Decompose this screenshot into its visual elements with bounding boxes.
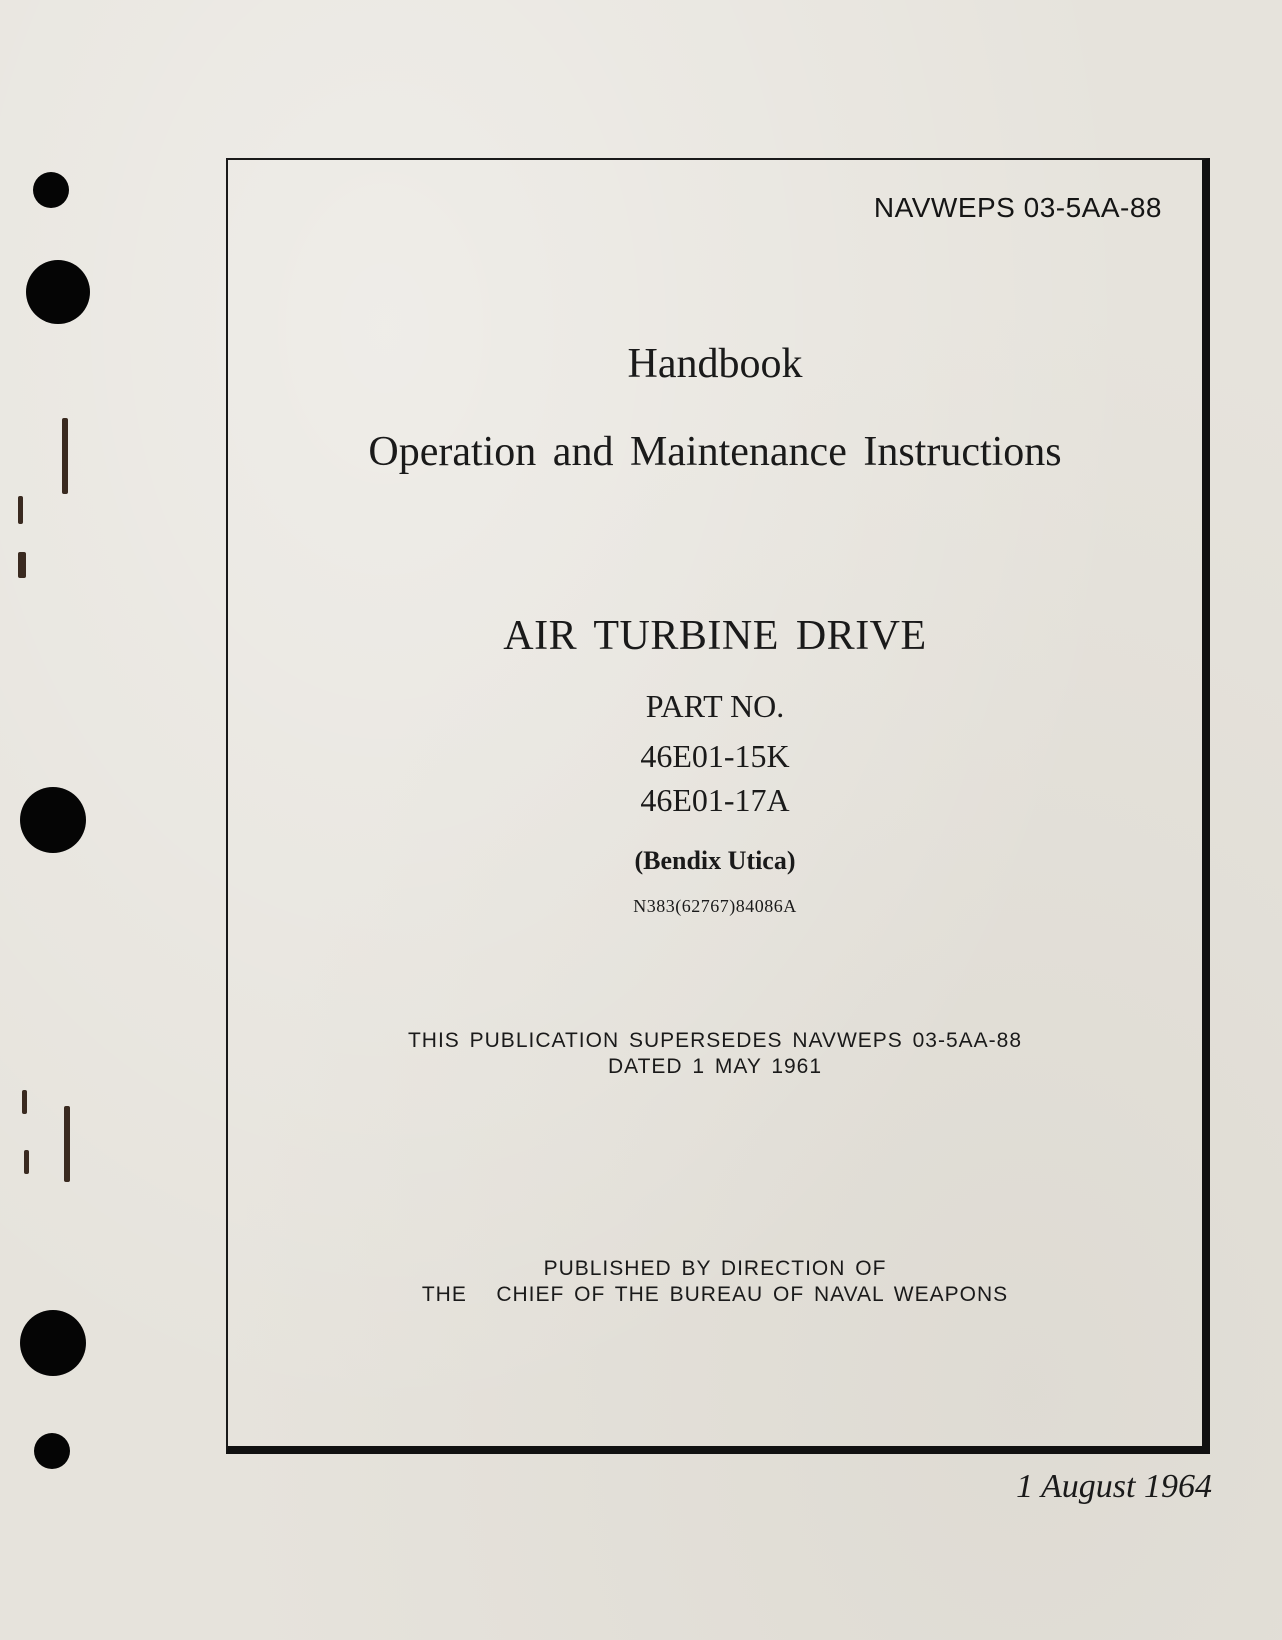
binder-hole-3 [20,787,86,853]
binder-hole-1 [33,172,69,208]
publication-number: NAVWEPS 03-5AA-88 [873,192,1162,223]
binder-hole-5 [34,1433,70,1469]
published-by-notice [228,1256,1202,1308]
staple-mark [24,1150,29,1174]
supersedes-line-2: DATED 1 MAY 1961 [607,1055,823,1078]
equipment-name: AIR TURBINE DRIVE [503,613,927,659]
staple-mark [62,418,68,494]
title-operation-maintenance: Operation and Maintenance Instructions [368,429,1062,475]
supersedes-line-1: THIS PUBLICATION SUPERSEDES NAVWEPS 03-5AA-88 [407,1029,1023,1052]
manufacturer: (Bendix Utica) [634,846,796,875]
staple-mark [22,1090,27,1114]
staple-mark [18,496,23,524]
supersedes-notice [228,1028,1202,1080]
document-frame [226,158,1210,1454]
part-number-1: 46E01-15K [640,738,790,774]
binder-hole-2 [26,260,90,324]
publication-date: 1 August 1964 [1016,1468,1212,1505]
part-number-label: PART NO. [645,688,785,724]
binder-hole-4 [20,1310,86,1376]
published-line-1: PUBLISHED BY DIRECTION OF [543,1257,887,1280]
title-handbook: Handbook [627,341,803,387]
published-line-2: THE CHIEF OF THE BUREAU OF NAVAL WEAPONS [421,1283,1009,1306]
part-number-2: 46E01-17A [640,782,790,818]
staple-mark [18,552,26,578]
staple-mark [64,1106,70,1182]
contract-code: N383(62767)84086A [633,896,797,916]
